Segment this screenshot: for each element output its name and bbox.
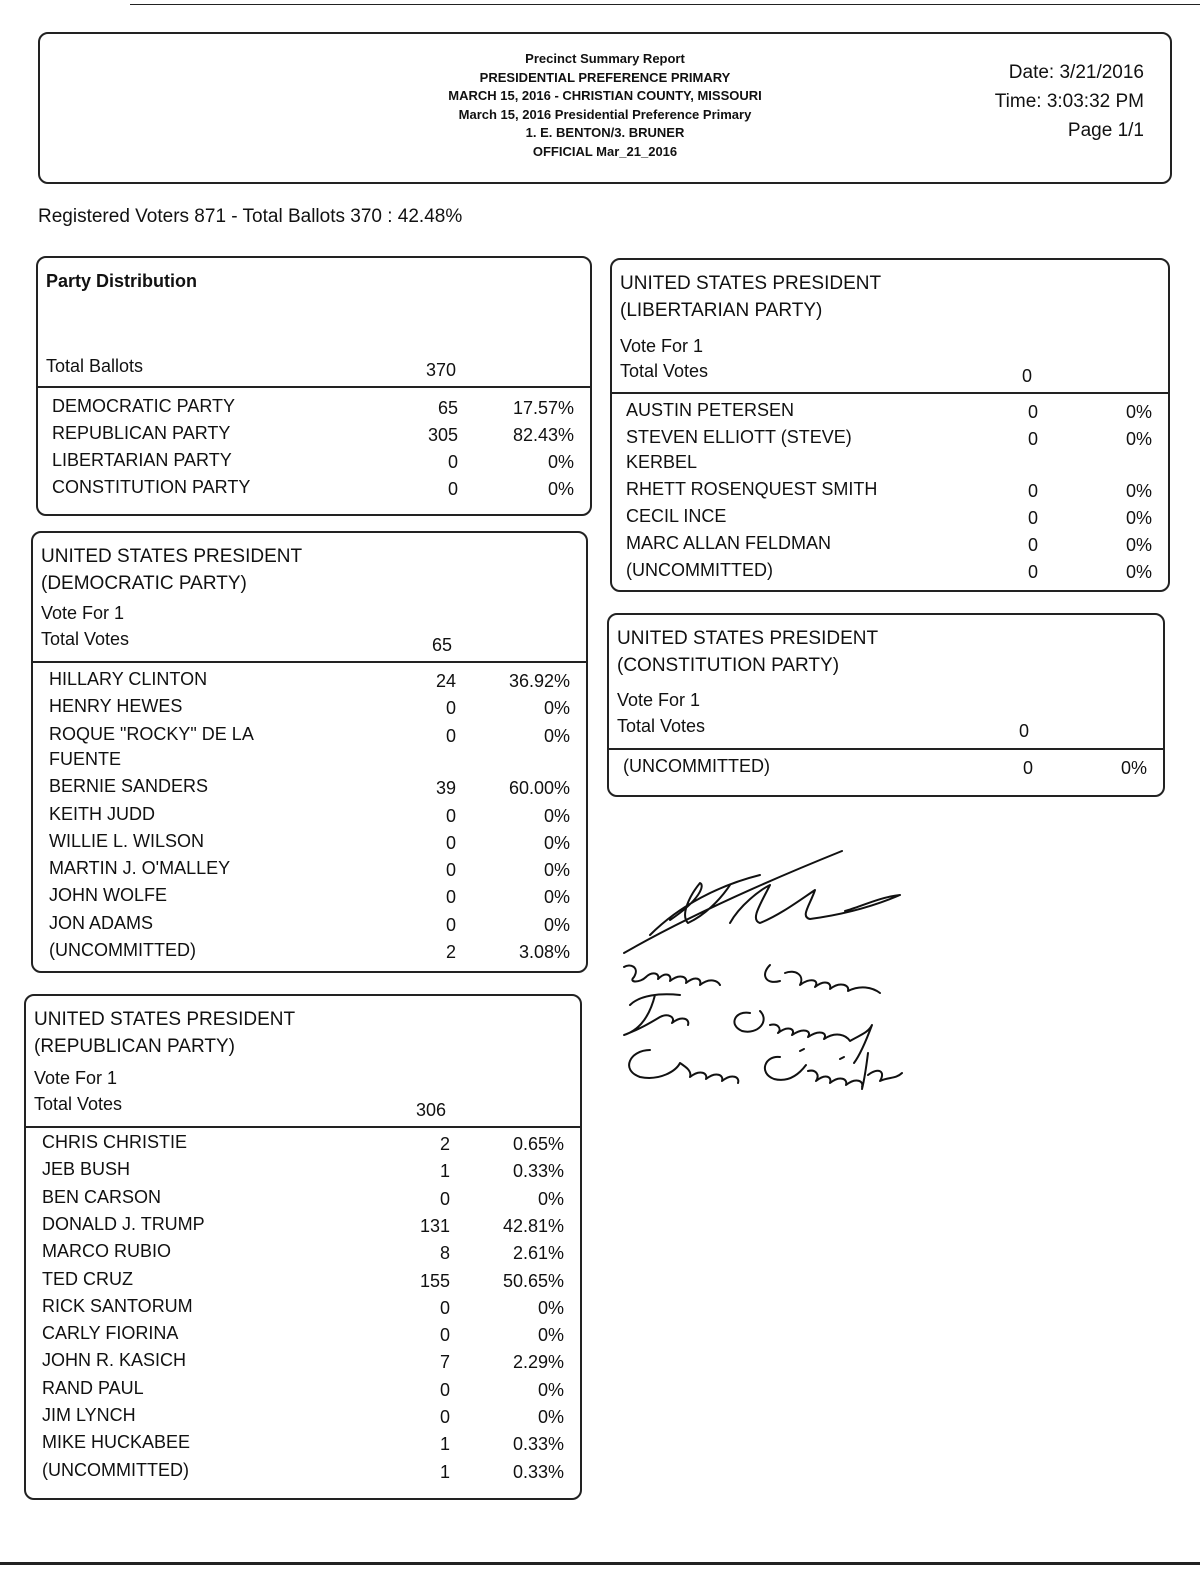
divider xyxy=(33,661,586,663)
divider xyxy=(26,1126,580,1128)
table-row xyxy=(38,477,590,504)
table-row xyxy=(38,396,590,423)
candidate-name: MARTIN J. O'MALLEY xyxy=(49,858,231,879)
candidate-name: (UNCOMMITTED) xyxy=(49,940,196,960)
vote-percent: 0% xyxy=(543,832,570,853)
candidate-name-continued: KERBEL xyxy=(626,452,698,472)
divider xyxy=(609,748,1163,750)
table-row xyxy=(26,1350,580,1377)
table-row xyxy=(26,1241,580,1268)
vote-percent: 42.81% xyxy=(502,1215,564,1236)
democratic-contest-box xyxy=(31,531,588,973)
candidate-name: RAND PAUL xyxy=(42,1377,144,1398)
table-row xyxy=(612,533,1168,560)
candidate-name: (UNCOMMITTED) xyxy=(623,756,770,776)
table-row xyxy=(26,1460,580,1487)
vote-percent: 0% xyxy=(1120,758,1147,778)
vote-count: 0 xyxy=(445,914,456,935)
candidate-name: MARC ALLAN FELDMAN xyxy=(626,533,832,553)
table-row xyxy=(33,885,586,912)
candidate-name: CECIL INCE xyxy=(626,506,727,526)
candidate-name: RHETT ROSENQUEST SMITH xyxy=(626,479,878,499)
table-row xyxy=(26,1187,580,1214)
candidate-name: CONSTITUTION PARTY xyxy=(52,477,251,497)
vote-percent: 2.61% xyxy=(512,1243,564,1264)
divider xyxy=(38,386,590,388)
contest-title-line: UNITED STATES PRESIDENT xyxy=(41,546,303,567)
table-row-continued xyxy=(33,749,586,776)
vote-percent: 0% xyxy=(543,914,570,935)
candidate-name-continued: FUENTE xyxy=(49,748,121,769)
vote-count: 0 xyxy=(445,805,456,826)
candidate-name: BERNIE SANDERS xyxy=(49,776,209,797)
candidate-name: WILLIE L. WILSON xyxy=(49,830,205,851)
candidate-name: MARCO RUBIO xyxy=(42,1241,172,1262)
vote-count: 0 xyxy=(447,452,458,472)
table-row xyxy=(33,724,586,751)
vote-percent: 0% xyxy=(537,1379,564,1400)
header-meta xyxy=(995,58,1144,145)
vote-percent: 0% xyxy=(1125,535,1152,555)
total-ballots-label: Total Ballots xyxy=(46,356,144,376)
total-votes-value: 0 xyxy=(1022,366,1033,386)
bottom-rule xyxy=(0,1562,1200,1565)
table-row xyxy=(26,1132,580,1159)
vote-count: 1 xyxy=(439,1434,450,1455)
vote-percent: 3.08% xyxy=(518,942,570,962)
candidate-name: CHRIS CHRISTIE xyxy=(42,1132,188,1152)
vote-count: 0 xyxy=(439,1188,450,1209)
vote-percent: 0.33% xyxy=(512,1461,564,1482)
contest-party-line: (REPUBLICAN PARTY) xyxy=(34,1036,235,1057)
candidate-name: JEB BUSH xyxy=(42,1159,131,1180)
contest-party-line: (LIBERTARIAN PARTY) xyxy=(620,300,823,321)
candidate-name: LIBERTARIAN PARTY xyxy=(52,450,232,470)
candidate-name: (UNCOMMITTED) xyxy=(626,560,773,580)
vote-percent: 0% xyxy=(537,1188,564,1209)
vote-count: 39 xyxy=(435,778,456,799)
candidate-name: STEVEN ELLIOTT (STEVE) xyxy=(626,427,852,447)
vote-percent: 0.65% xyxy=(512,1134,564,1154)
vote-percent: 0% xyxy=(1125,402,1152,422)
vote-count: 0 xyxy=(447,479,458,499)
vote-count: 0 xyxy=(445,860,456,881)
vote-count: 0 xyxy=(1027,508,1038,528)
table-row-continued xyxy=(612,452,1168,479)
vote-percent: 0% xyxy=(543,698,570,719)
candidate-name: (UNCOMMITTED) xyxy=(42,1459,189,1480)
table-row xyxy=(33,831,586,858)
vote-count: 0 xyxy=(445,887,456,908)
table-row xyxy=(26,1323,580,1350)
header-line: Precinct Summary Report xyxy=(525,51,685,66)
table-row xyxy=(612,400,1168,427)
vote-percent: 0% xyxy=(543,805,570,826)
contest-title xyxy=(617,625,878,679)
vote-count: 0 xyxy=(439,1325,450,1346)
table-row xyxy=(26,1269,580,1296)
header-line: MARCH 15, 2016 - CHRISTIAN COUNTY, MISSOURI xyxy=(448,88,762,103)
report-header xyxy=(38,32,1172,184)
vote-count: 0 xyxy=(439,1297,450,1318)
candidate-name: BEN CARSON xyxy=(42,1186,162,1207)
table-row xyxy=(612,427,1168,454)
contest-title-line: UNITED STATES PRESIDENT xyxy=(34,1009,296,1030)
candidate-name: REPUBLICAN PARTY xyxy=(52,423,231,443)
party-distribution-box xyxy=(36,256,592,516)
candidate-name: DEMOCRATIC PARTY xyxy=(52,396,236,416)
candidate-name: JOHN WOLFE xyxy=(49,885,168,906)
table-row xyxy=(612,560,1168,587)
table-row xyxy=(26,1378,580,1405)
top-rule xyxy=(130,4,1200,5)
report-date: Date: 3/21/2016 xyxy=(1008,62,1144,83)
report-time: Time: 3:03:32 PM xyxy=(994,91,1144,112)
candidate-name: AUSTIN PETERSEN xyxy=(626,400,795,420)
candidate-name: MIKE HUCKABEE xyxy=(42,1432,191,1453)
total-votes-value: 65 xyxy=(432,635,453,655)
vote-percent: 0% xyxy=(547,479,574,499)
candidate-name: JOHN R. KASICH xyxy=(42,1350,187,1371)
vote-percent: 0% xyxy=(1125,481,1152,501)
table-row xyxy=(33,858,586,885)
table-row xyxy=(33,940,586,967)
vote-count: 0 xyxy=(1027,429,1038,449)
candidate-name: CARLY FIORINA xyxy=(42,1323,179,1344)
vote-for: Vote For 1 xyxy=(620,336,704,356)
header-line: OFFICIAL Mar_21_2016 xyxy=(532,143,678,159)
contest-title-line: UNITED STATES PRESIDENT xyxy=(617,628,879,649)
vote-percent: 0% xyxy=(543,887,570,908)
total-votes-value: 0 xyxy=(1019,721,1030,741)
header-line: March 15, 2016 Presidential Preference Primary xyxy=(458,106,752,122)
total-ballots-value: 370 xyxy=(426,360,457,380)
vote-percent: 0% xyxy=(547,452,574,472)
libertarian-contest-box xyxy=(610,258,1170,592)
vote-count: 0 xyxy=(445,832,456,853)
vote-count: 1 xyxy=(439,1461,450,1482)
vote-count: 305 xyxy=(427,425,458,445)
candidate-name: HENRY HEWES xyxy=(49,696,183,717)
vote-percent: 0% xyxy=(537,1297,564,1318)
vote-percent: 0% xyxy=(543,860,570,881)
contest-title-line: UNITED STATES PRESIDENT xyxy=(620,273,882,294)
vote-percent: 2.29% xyxy=(512,1352,564,1373)
vote-count: 24 xyxy=(435,671,456,691)
party-distribution-title: Party Distribution xyxy=(46,271,198,291)
vote-count: 0 xyxy=(445,698,456,719)
candidate-name: RICK SANTORUM xyxy=(42,1295,193,1316)
vote-percent: 0% xyxy=(1125,562,1152,582)
vote-percent: 0% xyxy=(1125,429,1152,449)
vote-for: Vote For 1 xyxy=(34,1068,118,1088)
header-line: 1. E. BENTON/3. BRUNER xyxy=(525,125,685,140)
total-votes-label: Total Votes xyxy=(617,716,706,736)
candidate-name: ROQUE "ROCKY" DE LA xyxy=(49,723,254,744)
vote-count: 8 xyxy=(439,1243,450,1264)
contest-title xyxy=(34,1006,295,1060)
vote-count: 0 xyxy=(1027,481,1038,501)
total-votes-label: Total Votes xyxy=(41,629,130,649)
table-row xyxy=(33,776,586,803)
vote-count: 2 xyxy=(445,942,456,962)
vote-count: 131 xyxy=(419,1215,450,1236)
contest-party-line: (DEMOCRATIC PARTY) xyxy=(41,573,247,594)
vote-percent: 36.92% xyxy=(508,671,570,691)
candidate-name: DONALD J. TRUMP xyxy=(42,1213,205,1234)
vote-for: Vote For 1 xyxy=(617,690,701,710)
vote-percent: 0.33% xyxy=(512,1434,564,1455)
vote-percent: 82.43% xyxy=(512,425,574,445)
table-row xyxy=(38,423,590,450)
table-row xyxy=(612,479,1168,506)
vote-count: 7 xyxy=(439,1352,450,1373)
vote-count: 0 xyxy=(439,1407,450,1427)
table-row xyxy=(609,756,1163,783)
candidate-name: KEITH JUDD xyxy=(49,803,156,824)
vote-for: Vote For 1 xyxy=(41,603,125,623)
vote-percent: 0% xyxy=(537,1407,564,1427)
total-votes-value: 306 xyxy=(416,1100,447,1120)
total-votes-label: Total Votes xyxy=(620,361,709,381)
table-row xyxy=(33,913,586,940)
vote-percent: 0% xyxy=(543,725,570,746)
candidate-name: TED CRUZ xyxy=(42,1268,133,1289)
contest-party-line: (CONSTITUTION PARTY) xyxy=(617,655,840,676)
vote-percent: 50.65% xyxy=(502,1270,564,1291)
table-row xyxy=(33,696,586,723)
table-row xyxy=(26,1296,580,1323)
table-row xyxy=(612,506,1168,533)
header-line: PRESIDENTIAL PREFERENCE PRIMARY xyxy=(479,69,731,85)
vote-count: 0 xyxy=(1027,562,1038,582)
report-page: Page 1/1 xyxy=(1067,120,1144,141)
handwritten-signatures-icon xyxy=(610,845,920,1105)
table-row xyxy=(26,1214,580,1241)
contest-title xyxy=(620,270,881,324)
table-row xyxy=(26,1432,580,1459)
vote-percent: 17.57% xyxy=(512,398,574,418)
vote-percent: 0% xyxy=(1125,508,1152,528)
vote-count: 2 xyxy=(439,1134,450,1154)
contest-title xyxy=(41,543,302,597)
constitution-contest-box xyxy=(607,613,1165,797)
vote-count: 0 xyxy=(445,725,456,746)
vote-count: 65 xyxy=(437,398,458,418)
vote-count: 1 xyxy=(439,1161,450,1182)
vote-percent: 0.33% xyxy=(512,1161,564,1182)
divider xyxy=(612,392,1168,394)
vote-count: 0 xyxy=(1027,535,1038,555)
vote-count: 0 xyxy=(1022,758,1033,778)
candidate-name: JIM LYNCH xyxy=(42,1405,136,1425)
table-row xyxy=(33,804,586,831)
vote-count: 0 xyxy=(1027,402,1038,422)
vote-percent: 0% xyxy=(537,1325,564,1346)
table-row xyxy=(26,1405,580,1432)
vote-percent: 60.00% xyxy=(508,778,570,799)
republican-contest-box xyxy=(24,994,582,1500)
vote-count: 0 xyxy=(439,1379,450,1400)
candidate-name: JON ADAMS xyxy=(49,912,154,933)
table-row xyxy=(38,450,590,477)
total-votes-label: Total Votes xyxy=(34,1094,123,1114)
table-row xyxy=(33,669,586,696)
candidate-name: HILLARY CLINTON xyxy=(49,669,208,689)
vote-count: 155 xyxy=(419,1270,450,1291)
registered-voters-line: Registered Voters 871 - Total Ballots 370 : 42.48% xyxy=(38,206,463,227)
table-row xyxy=(26,1159,580,1186)
